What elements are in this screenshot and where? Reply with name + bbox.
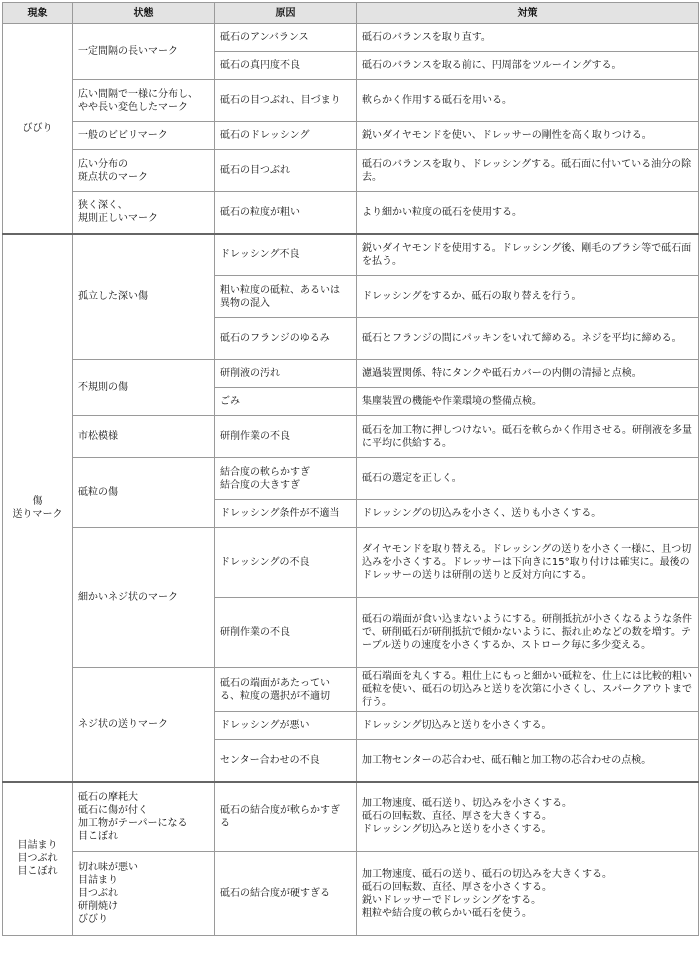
measure-cell: 砥石端面を丸くする。粗仕上にもっと細かい砥粒を、仕上には比較的粗い砥粒を使い、砥石の切込みと送りを次第に小さくし、スパークアウトまで行う。 (357, 668, 699, 712)
table-row (3, 458, 699, 500)
table-row (3, 234, 699, 276)
table-row (3, 80, 699, 122)
measure-cell: 軟らかく作用する砥石を用いる。 (357, 80, 699, 122)
cause-cell: 研削作業の不良 (215, 598, 357, 668)
table-row (3, 668, 699, 712)
cause-cell: ドレッシング不良 (215, 234, 357, 276)
state-cell: ネジ状の送りマーク (73, 668, 215, 782)
cause-cell: 砥石の粒度が粗い (215, 192, 357, 234)
measure-cell: 砥石とフランジの間にパッキンをいれて締める。ネジを平均に締める。 (357, 318, 699, 360)
header-measure: 対策 (357, 3, 699, 24)
header-phenomenon: 現象 (3, 3, 73, 24)
grinding-troubleshooting-table (2, 2, 699, 936)
table-row (3, 416, 699, 458)
cause-cell: 砥石の結合度が硬すぎる (215, 852, 357, 936)
state-cell: 砥粒の傷 (73, 458, 215, 528)
state-cell: 切れ味が悪い 目詰まり 目つぶれ 研削焼け びびり (73, 852, 215, 936)
measure-cell: 砥石の端面が食い込まないようにする。研削抵抗が小さくなるような条件で、研削砥石が研削抵抗で傾かないように、振れ止めなどの数を増す。テーブル送りの速度を小さくするか、ストローク毎に多少変える。 (357, 598, 699, 668)
table-row (3, 150, 699, 192)
phenomenon-cell: 目詰まり 目つぶれ 目こぼれ (3, 782, 73, 936)
cause-cell: ドレッシングが悪い (215, 712, 357, 740)
state-cell: 市松模様 (73, 416, 215, 458)
cause-cell: 砥石のアンバランス (215, 24, 357, 52)
measure-cell: ドレッシング切込みと送りを小さくする。 (357, 712, 699, 740)
state-cell: 細かいネジ状のマーク (73, 528, 215, 668)
cause-cell: 結合度の軟らかすぎ 結合度の大きすぎ (215, 458, 357, 500)
state-cell: 砥石の摩耗大 砥石に傷が付く 加工物がテーパーになる 目こぼれ (73, 782, 215, 852)
measure-cell: 濾過装置関係、特にタンクや砥石カバーの内側の清掃と点検。 (357, 360, 699, 388)
measure-cell: 集塵装置の機能や作業環境の整備点検。 (357, 388, 699, 416)
cause-cell: 砥石の目つぶれ、目づまり (215, 80, 357, 122)
table-row (3, 528, 699, 598)
measure-cell: 砥石のバランスを取る前に、円周部をツルーイングする。 (357, 52, 699, 80)
table-row (3, 360, 699, 388)
cause-cell: ドレッシングの不良 (215, 528, 357, 598)
measure-cell: 砥石のバランスを取り直す。 (357, 24, 699, 52)
cause-cell: 砥石のドレッシング (215, 122, 357, 150)
cause-cell: 砥石の目つぶれ (215, 150, 357, 192)
cause-cell: 研削液の汚れ (215, 360, 357, 388)
cause-cell: 砥石のフランジのゆるみ (215, 318, 357, 360)
state-cell: 一般のビビリマーク (73, 122, 215, 150)
measure-cell: 加工物速度、砥石の送り、砥石の切込みを大きくする。 砥石の回転数、直径、厚さを小さくする。 鋭いドレッサーでドレッシングをする。 粗粒や結合度の軟らかい砥石を使う。 (357, 852, 699, 936)
state-cell: 狭く深く、 規則正しいマーク (73, 192, 215, 234)
measure-cell: ドレッシングをするか、砥石の取り替えを行う。 (357, 276, 699, 318)
table-row (3, 852, 699, 936)
measure-cell: 砥石のバランスを取り、ドレッシングする。砥石面に付いている油分の除去。 (357, 150, 699, 192)
header-row (3, 3, 699, 24)
measure-cell: 鋭いダイヤモンドを使用する。ドレッシング後、剛毛のブラシ等で砥石面を払う。 (357, 234, 699, 276)
measure-cell: 鋭いダイヤモンドを使い、ドレッサーの剛性を高く取りつける。 (357, 122, 699, 150)
state-cell: 一定間隔の長いマーク (73, 24, 215, 80)
measure-cell: ダイヤモンドを取り替える。ドレッシングの送りを小さく一様に、且つ切込みを小さくする。ドレッサーは下向きに15°取り付けは確実に。最後のドレッサーの送りは研削の送りと反対方向にする。 (357, 528, 699, 598)
phenomenon-cell: 傷 送りマーク (3, 234, 73, 782)
cause-cell: センター合わせの不良 (215, 740, 357, 782)
measure-cell: 加工物センターの芯合わせ、砥石軸と加工物の芯合わせの点検。 (357, 740, 699, 782)
measure-cell: ドレッシングの切込みを小さく、送りも小さくする。 (357, 500, 699, 528)
header-state: 状態 (73, 3, 215, 24)
measure-cell: 加工物速度、砥石送り、切込みを小さくする。 砥石の回転数、直径、厚さを大きくする。 ドレッシング切込みと送りを小さくする。 (357, 782, 699, 852)
cause-cell: 砥石の真円度不良 (215, 52, 357, 80)
state-cell: 孤立した深い傷 (73, 234, 215, 360)
measure-cell: 砥石を加工物に押しつけない。砥石を軟らかく作用させる。研削液を多量に平均に供給する。 (357, 416, 699, 458)
cause-cell: 粗い粒度の砥粒、あるいは 異物の混入 (215, 276, 357, 318)
cause-cell: 研削作業の不良 (215, 416, 357, 458)
table-row (3, 24, 699, 52)
cause-cell: ドレッシング条件が不適当 (215, 500, 357, 528)
phenomenon-cell: びびり (3, 24, 73, 234)
state-cell: 不規則の傷 (73, 360, 215, 416)
table-body (3, 24, 699, 936)
cause-cell: ごみ (215, 388, 357, 416)
header-cause: 原因 (215, 3, 357, 24)
measure-cell: 砥石の選定を正しく。 (357, 458, 699, 500)
state-cell: 広い分布の 斑点状のマーク (73, 150, 215, 192)
cause-cell: 砥石の端面があたってい る、粒度の選択が不適切 (215, 668, 357, 712)
measure-cell: より細かい粒度の砥石を使用する。 (357, 192, 699, 234)
cause-cell: 砥石の結合度が軟らかすぎ る (215, 782, 357, 852)
table-row (3, 122, 699, 150)
state-cell: 広い間隔で一様に分布し、 やや長い変色したマーク (73, 80, 215, 122)
table-row (3, 782, 699, 852)
table-row (3, 192, 699, 234)
